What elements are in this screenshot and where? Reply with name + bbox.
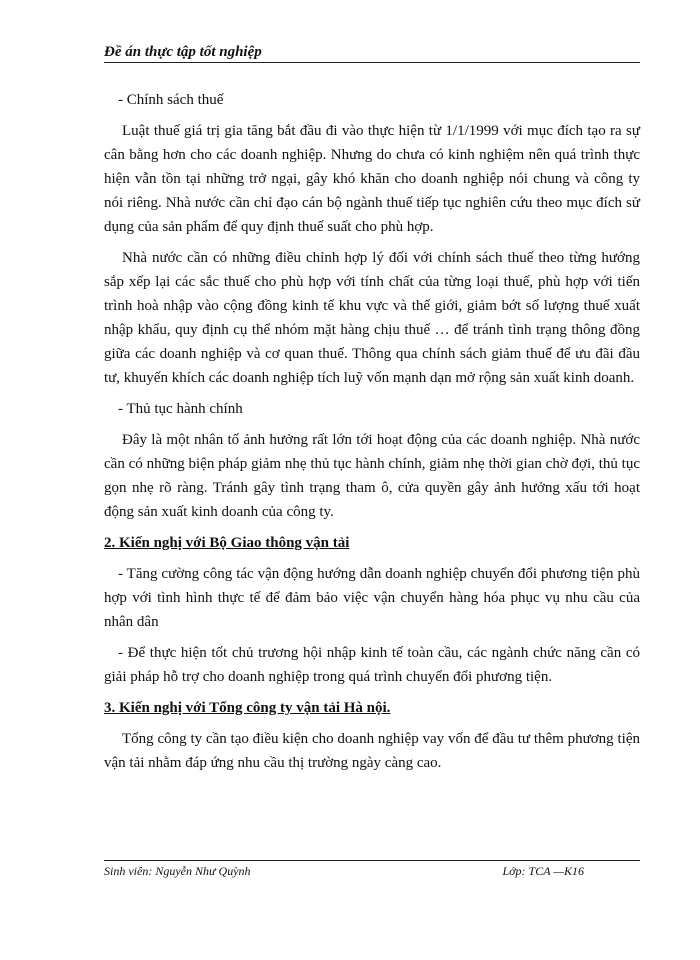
admin-paragraph: Đây là một nhân tố ảnh hưởng rất lớn tới hoạt động của các doanh nghiệp. Nhà nước cần có những biện pháp giảm nhẹ thủ tục hành chính, giảm nhẹ thời gian chờ đợi, thủ tục gọn nhẹ rõ ràng. Tránh gây tình trạng tham ô, cửa quyền gây ảnh hưởng xấu tới hoạt động sản xuất kinh doanh của công ty. [104, 432, 640, 520]
tax-policy-bullet: - Chính sách thuế [118, 92, 224, 108]
page-content [104, 88, 640, 782]
admin-procedure-bullet: - Thủ tục hành chính [118, 401, 243, 417]
corporation-paragraph: Tổng công ty cần tạo điều kiện cho doanh nghiệp vay vốn để đầu tư thêm phương tiện vận tải nhằm đáp ứng nhu cầu thị trường ngày càng cao. [104, 731, 640, 771]
page-header [104, 44, 640, 63]
transport-item-2: - Để thực hiện tốt chủ trương hội nhập kinh tế toàn cầu, các ngành chức năng cần có giải pháp hỗ trợ cho doanh nghiệp trong quá trình chuyển đổi phương tiện. [104, 645, 640, 685]
footer-student: Sinh viên: Nguyễn Như Quỳnh [104, 864, 251, 878]
tax-paragraph-1: Luật thuế giá trị gia tăng bắt đầu đi vào thực hiện từ 1/1/1999 với mục đích tạo ra sự cân bằng hơn cho các doanh nghiệp. Nhưng do chưa có kinh nghiệm nên quá trình thực hiện vẫn tồn tại những trở ngại, gây khó khăn cho doanh nghiệp nói chung và công ty nói riêng. Nhà nước cần chỉ đạo cán bộ ngành thuế tiếp tục nghiên cứu theo mục đích sử dụng của sản phẩm để quy định thuế suất cho phù hợp. [104, 123, 640, 235]
transport-item-1: - Tăng cường công tác vận động hướng dẫn doanh nghiệp chuyển đổi phương tiện phù hợp với tình hình thực tế để đảm bảo việc vận chuyển hàng hóa phục vụ nhu cầu của nhân dân [104, 566, 640, 630]
page-footer [104, 860, 640, 878]
section-heading-2: 2. Kiến nghị với Bộ Giao thông vận tải [104, 535, 350, 551]
footer-class: Lớp: TCA —K16 [502, 864, 584, 878]
header-title: Đề án thực tập tốt nghiệp [104, 44, 262, 60]
tax-paragraph-2: Nhà nước cần có những điều chỉnh hợp lý đối với chính sách thuế theo từng hướng sắp xếp lại các sắc thuế cho phù hợp với tính chất của từng loại thuế, phù hợp với tiến trình hoà nhập vào cộng đồng kinh tế khu vực và thế giới, giảm bớt số lượng thuế xuất nhập khẩu, quy định cụ thể nhóm mặt hàng chịu thuế … để tránh tình trạng thông đồng giữa các doanh nghiệp và cơ quan thuế. Thông qua chính sách giảm thuế để ưu đãi đầu tư, khuyến khích các doanh nghiệp tích luỹ vốn mạnh dạn mở rộng sản xuất kinh doanh. [104, 250, 640, 386]
section-heading-3: 3. Kiến nghị với Tổng công ty vận tải Hà nội. [104, 700, 391, 716]
